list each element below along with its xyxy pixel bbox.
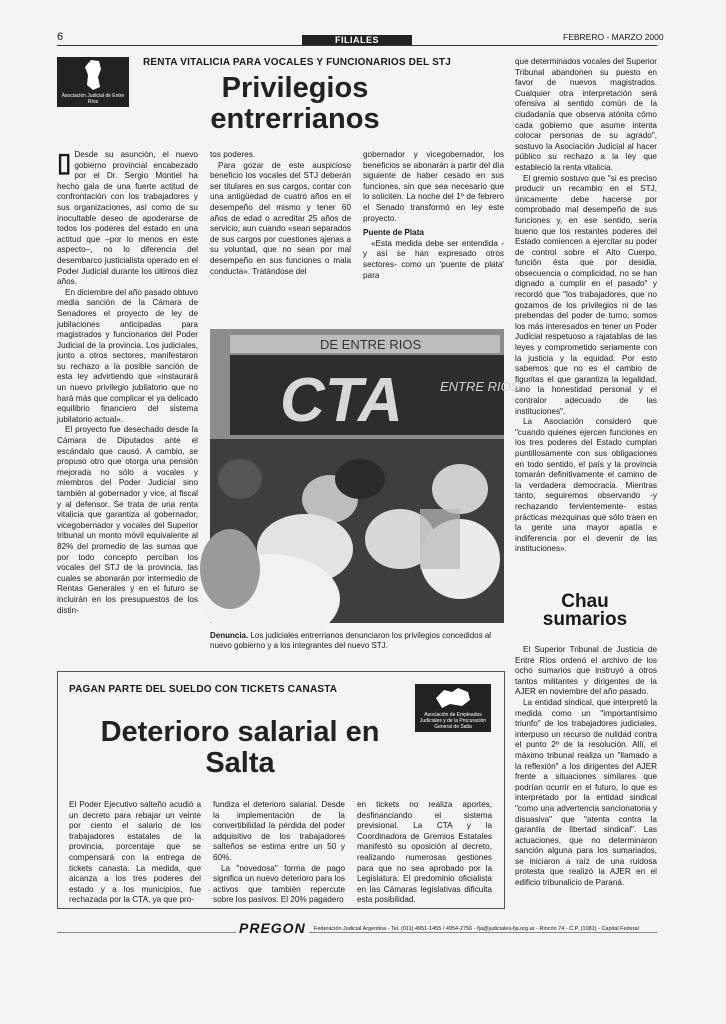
salta-logo — [415, 684, 491, 732]
salta-col-1 — [69, 800, 201, 906]
main-kicker: RENTA VITALICIA PARA VOCALES Y FUNCIONARIOS DEL STJ — [143, 57, 452, 68]
banner-cta-text: CTA — [280, 366, 403, 435]
salta-col3-p: en tickets no realiza aportes, desfinanciando el sistema previsional. La CTA y la Coordinadora de Gremios Estatales manifestó su oposición al decreto, realizando numerosas gestiones para que no sea aprobado por la Legislatura. El predominio oficialista en las Cámaras legislativas dificulta esta posibilidad. — [357, 800, 492, 905]
ajer-logo — [57, 57, 129, 107]
section-label: FILIALES — [302, 35, 412, 46]
footer-rule — [57, 932, 657, 933]
entre-rios-map-icon — [73, 57, 113, 93]
salta-logo-text: Asociación de Empleados Judiciales y de la Procuración General de Salta — [419, 712, 487, 730]
main-col1-p1: ▯ Desde su asunción, el nuevo gobierno provincial encabezado por el Dr. Sergio Montiel ha hecho gala de una fuerte actitud de confrontación con los trabajadores y sus organizaciones, así como de su inocultable deseo de apoderarse de todos los poderes del estado en una actitud que –por lo menos en este aspecto–, no lo diferencia del desembarco justicialista operado en el Poder Judicial durante los últimos diez años. — [57, 147, 198, 287]
main-col-1 — [57, 147, 198, 616]
salta-title: Deterioro salarial en Salta — [100, 716, 380, 779]
side-p1: El Superior Tribunal de Justicia de Entre Ríos ordenó el archivo de los ocho sumarios que instruyó a otros tantos militantes y dirigentes de la AJER en noviembre del año pasado. — [515, 645, 657, 697]
salta-col1-p: El Poder Ejecutivo salteño acudió a un decreto para rebajar un veinte por ciento el salario de los trabajadores estatales de la provincia, porcentaje que se compensará con la entrega de tickets canasta. La medida, que alcanza a los tres poderes del estado y a los municipios, fue rechazada por la CTA, ya que pro- — [69, 800, 201, 905]
salta-col2-p1: fundiza el deterioro salarial. Desde la implementación de la convertibilidad la pérdida del poder adquisitivo de los trabajadores salteños se estima entre un 50 y 60%. — [213, 800, 345, 862]
main-col2-p1: tos poderes. — [210, 150, 256, 159]
page-number: 6 — [57, 31, 64, 43]
caption-text: Los judiciales entrerrianos denunciaron los privilegios concedidos al nuevo gobierno y a los integrantes del nuevo STJ. — [210, 631, 492, 650]
subhead-puente: Puente de Plata — [363, 228, 424, 238]
main-title: Privilegios entrerrianos — [210, 72, 380, 135]
side-title: Chau sumarios — [542, 591, 628, 630]
main-col2-p2: Para gozar de este auspicioso beneficio los vocales del STJ deberán ser titulares en sus cargos, contar con una antigüedad de cuatro años en el desempeño del mismo y tener 60 años de edad o acreditar 25 años de servicio, aun cuando «sean separados de sus cargos por cuestiones ajenas a su voluntad, que no sean por mal desempeño en sus funciones o mala conducta». Tratándose del — [210, 160, 351, 276]
salta-col-2 — [213, 800, 345, 906]
photo-illustration — [210, 329, 520, 623]
main-col3-p1: gobernador y vicegobernador, los beneficios se abonarán a partir del día siguiente de haber cesado en sus funciones, sin que sea necesario que lo soliciten. La noche del 1º de febrero el Senado transformó en ley este proyecto. — [363, 150, 504, 223]
caption-label: Denuncia. — [210, 631, 249, 640]
main-col4-p3: La Asociación consideró que "cuando quienes ejercen funciones en los tres poderes del Estado cumplan puntillosamente con sus obligaciones en todo sentido, el país y la provincia tomarán definitivamente el camino de la verdadera democracia. Mientras tanto, seguiremos observando -y rechazando fervientemente- estas prácticas mezquinas que sólo traen en la gente una mayor apatía e indiferencia por el devenir de las instituciones». — [515, 417, 657, 554]
main-col4-p1: que determinados vocales del Superior Tribunal abandonen su puesto en favor de nuevos magistrados. Cualquier otra interpretación será ofensiva al sentido común de la ciudadanía que observa atónita cómo cada gobierno que asume intenta colocar personas de su agrado", sostuvo la Asociación Judicial al hacer público su rechazo a la ley que estableció la renta vitalicia. — [515, 57, 658, 172]
dropcap: ▯ — [57, 147, 72, 177]
main-col-2 — [210, 150, 351, 277]
main-col4-p2: El gremio sostuvo que "si es preciso producir un recambio en el STJ, únicamente debe hacerse por comprobado mal desempeño de sus funciones y, en ese sentido, sería bueno que los restantes poderes del Estado comiencen a ejercitar su poder de control sobre el Alto Cuerpo, función ésta que por desidia, obsecuencia o complicidad, no se han dignado a cumplir en el pasado" y recordó que "los trabajadores, que no gozamos de los privilegios ni de las prebendas del poder de turno, somos los más interesados en tener un Poder Judicial respetuoso a rajatablas de las leyes y comprometido seriamente con la justicia y la equidad. Por esto sabemos que no es el cambio de figuritas el que garantiza la legalidad, sino la honestidad personal y el contralor adecuado de las instituciones". — [515, 173, 657, 416]
salta-col-3 — [357, 800, 492, 906]
protest-photo — [210, 329, 520, 623]
main-col3-p2: «Esta medida debe ser entendida - y así se han expresado otros sectores- como un 'puente de plata' para — [363, 238, 504, 280]
main-col-3 — [363, 150, 504, 281]
main-col1-p3: El proyecto fue desechado desde la Cámara de Diputados ante el escándalo que causó. A cambio, se propuso otro que otorga una pensión mejorada no sólo a vocales y miembros del Poder Judicial sino también al gobernador y vice, al fiscal y al defensor. Se trata de una renta vitalicia que garantiza al gobernador, vicegobernador y vocales del Superior tribunal un monto móvil equivalente al 82% del promedio de las sumas que por todo concepto perciban los vocales del STJ de la provincia, las cuales se abonarán por intermedio de Rentas Generales y en el futuro se incluirán en los presupuestos de los distin- — [57, 425, 198, 615]
ajer-logo-text: Asociación Judicial de Entre Ríos — [61, 93, 125, 105]
salta-map-icon — [428, 684, 478, 712]
pregon-logo: PREGON — [236, 920, 309, 936]
main-col-4 — [515, 57, 657, 555]
salta-kicker: PAGAN PARTE DEL SUELDO CON TICKETS CANASTA — [69, 684, 338, 695]
banner-top-text: DE ENTRE RIOS — [320, 337, 422, 352]
salta-col2-p2: La "novedosa" forma de pago significa un nuevo deterioro para los activos que también repercute sobre los pasivos. El 20% pagadero — [213, 863, 345, 905]
photo-caption — [210, 631, 504, 651]
banner-side-text: ENTRE RIOS — [440, 379, 520, 394]
footer-contact: Federación Judicial Argentina - Tel. (011) 4951-1455 / 4954-2756 - fja@judiciales-fja.org.ar - Rincón 74 - C.P. (1081) - Capital Federal — [314, 926, 639, 932]
main-col1-p2: En diciembre del año pasado obtuvo media sanción de la Cámara de Senadores el proyecto de ley de jubilaciones anticipadas para magistrados y funcionarios del Poder Judicial de la provincia. Los judiciales, junto a otros sectores, manifestaron su rechazo a la posible sanción de esta ley advirtiendo que «instaurará un nuevo privilegio jubilatorio que no hará más que complicar el ya delicado equilibrio financiero del sistema jubilatorio actual». — [57, 287, 198, 424]
side-p2: La entidad sindical, que interpretó la medida como un "importantísimo triunfo" de los trabajadores judiciales, interpuso un recurso de nulidad contra el punto 2º de la resolución. Allí, el máximo tribunal realiza un "llamado a la reflexión" a los dirigentes del AJER frente a situaciones similares que podrían ocurrir en el futuro, lo que es interpretado por la entidad sindical "como una advertencia sancionatoria y disuasiva" que "atenta contra la garantía de libertad sindical". Las actuaciones, que no determinaron sanción alguna para los sumariados, se iniciaron a raíz de una ruidosa protesta que realizó la AJER en el edificio tribunalicio de Paraná. — [515, 697, 657, 888]
issue-date: FEBRERO - MARZO 2000 — [563, 32, 664, 42]
side-col — [515, 645, 657, 889]
header-rule — [57, 45, 657, 46]
